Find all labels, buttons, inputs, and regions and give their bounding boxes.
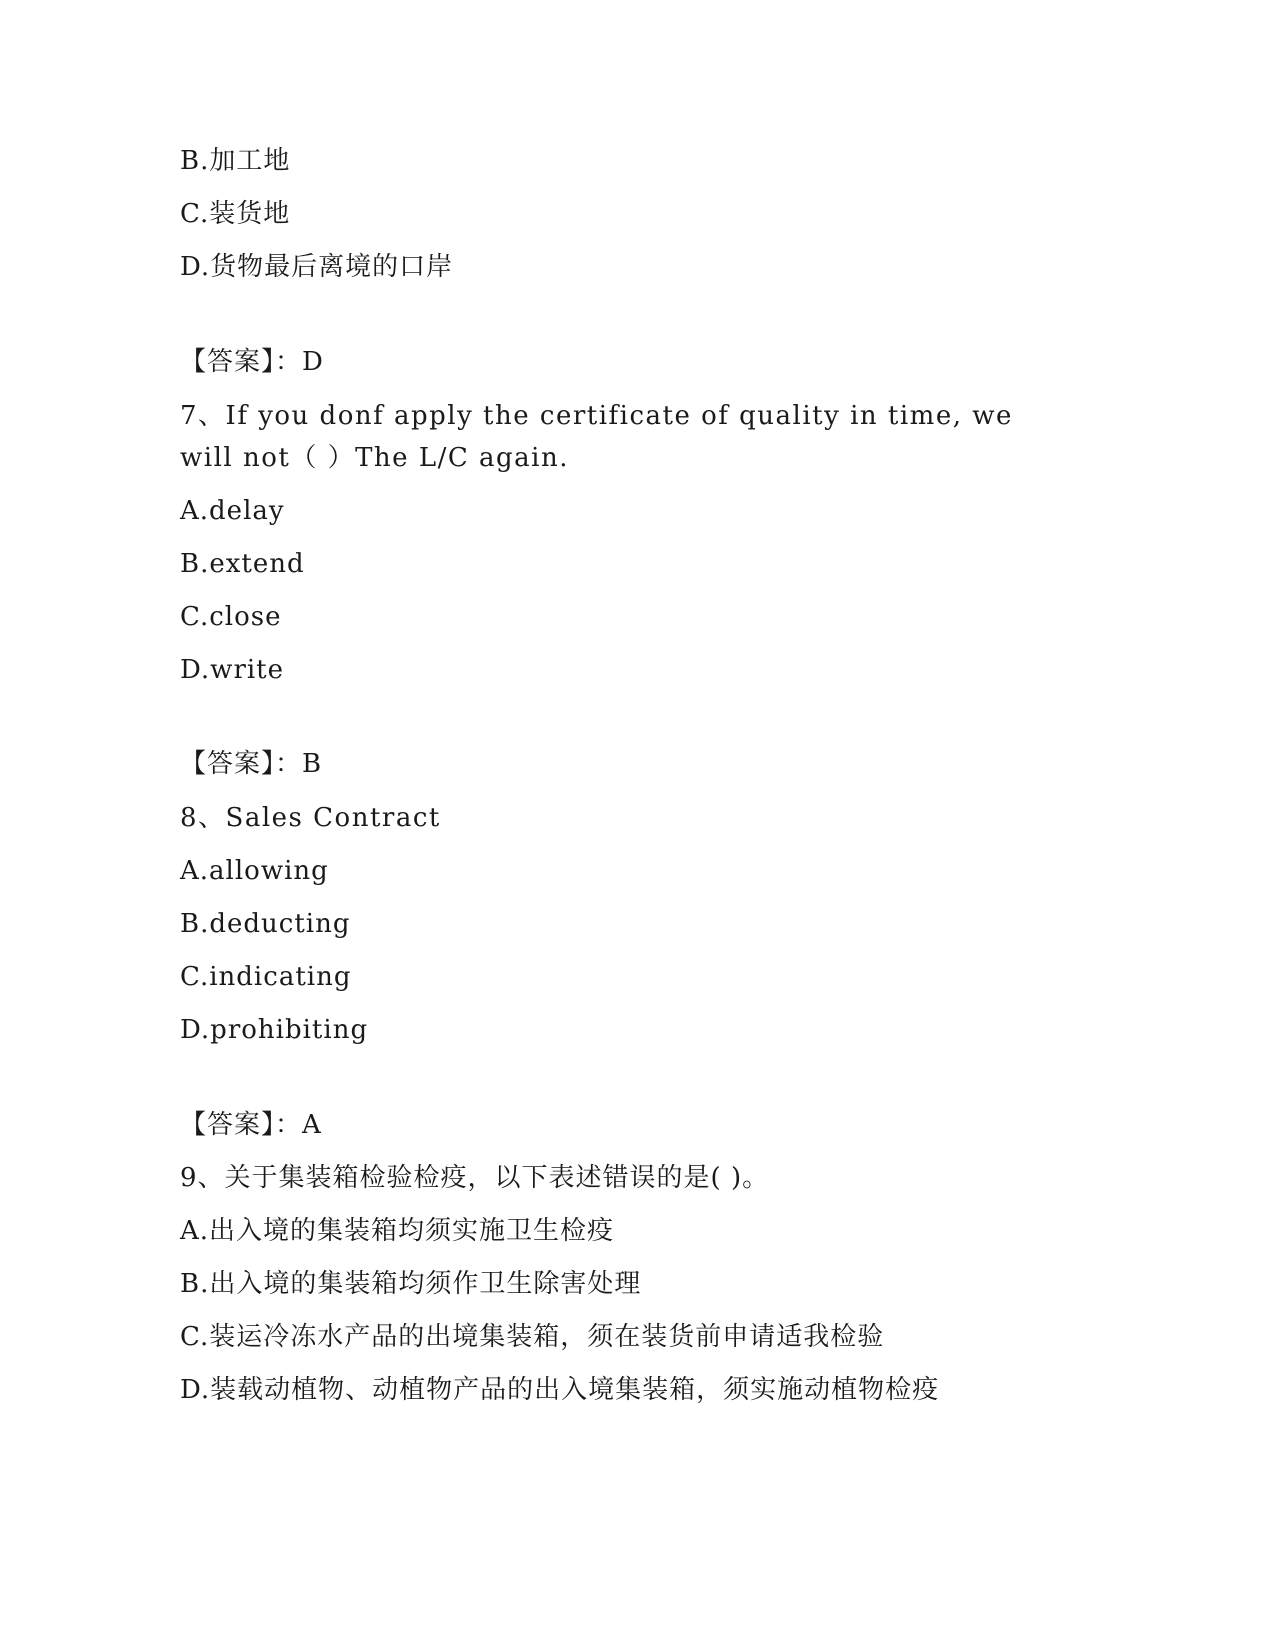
q6-option-d: D.货物最后离境的口岸	[180, 252, 454, 282]
q7-option-d: D.write	[180, 655, 285, 685]
q8-option-a: A.allowing	[180, 856, 329, 886]
q8-option-c: C.indicating	[180, 962, 352, 992]
q8-option-d: D.prohibiting	[180, 1015, 369, 1045]
q8-answer: 【答案】：A	[180, 1110, 322, 1140]
q9-option-b: B.出入境的集装箱均须作卫生除害处理	[180, 1269, 642, 1299]
q9-question: 9、关于集装箱检验检疫，以下表述错误的是( )。	[180, 1163, 770, 1193]
q9-option-c: C.装运冷冻水产品的出境集装箱，须在装货前申请适我检验	[180, 1322, 885, 1352]
q7-answer: 【答案】：B	[180, 749, 323, 779]
q6-option-b: B.加工地	[180, 146, 291, 176]
q9-option-a: A.出入境的集装箱均须实施卫生检疫	[180, 1216, 615, 1246]
q7-question-line2: will not（ ）The L/C again.	[180, 443, 569, 473]
q7-option-b: B.extend	[180, 549, 305, 579]
q9-option-d: D.装载动植物、动植物产品的出入境集装箱，须实施动植物检疫	[180, 1375, 940, 1405]
q7-option-a: A.delay	[180, 496, 285, 526]
q8-question: 8、Sales Contract	[180, 803, 441, 833]
q7-option-c: C.close	[180, 602, 282, 632]
q8-option-b: B.deducting	[180, 909, 351, 939]
q6-option-c: C.装货地	[180, 199, 291, 229]
q6-answer: 【答案】：D	[180, 347, 324, 377]
q7-question-line1: 7、If you donf apply the certificate of quality in time, we	[180, 401, 1013, 431]
